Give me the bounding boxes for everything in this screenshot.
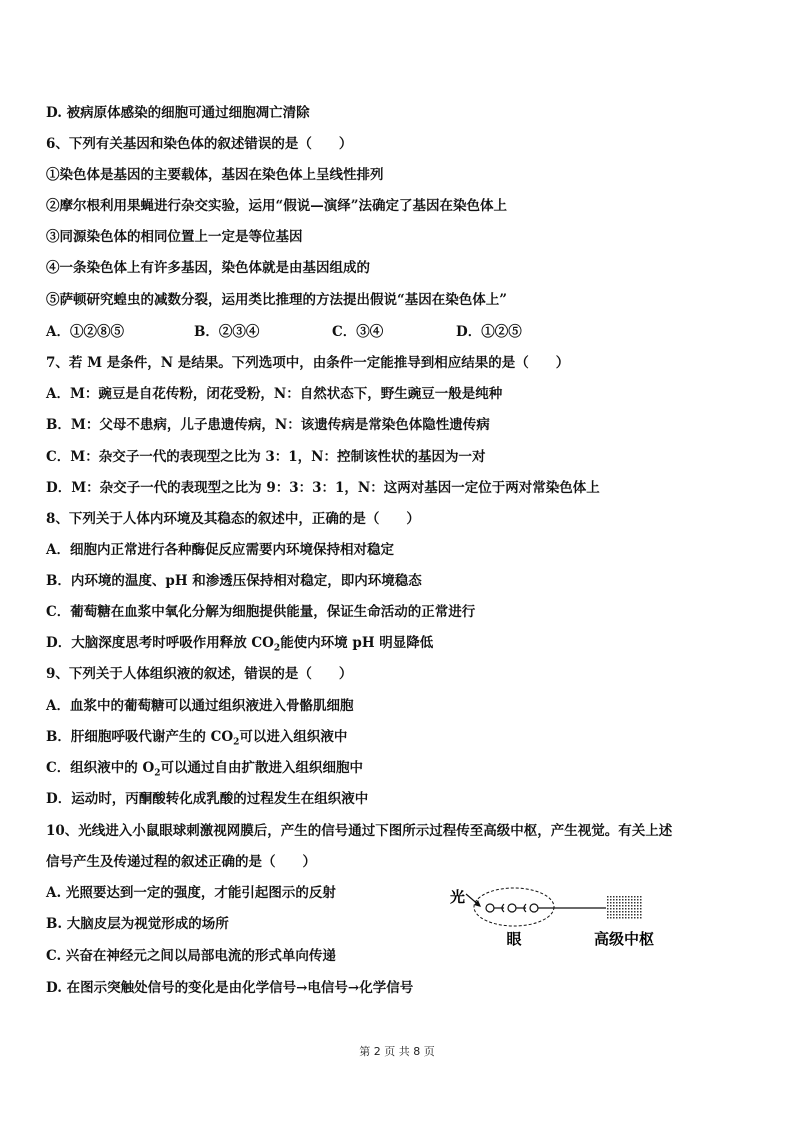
question-6-stem: 6、下列有关基因和染色体的叙述错误的是（ ） — [46, 136, 353, 152]
q7-option-d: D．M：杂交子一代的表现型之比为 9：3：3：1，N：这两对基因一定位于两对常染色体上 — [46, 480, 600, 496]
neuron-cell-2 — [508, 904, 516, 912]
q6-statement-5: ⑤萨顿研究蝗虫的减数分裂，运用类比推理的方法提出假说“基因在染色体上” — [46, 292, 508, 308]
question-10-stem: 10、光线进入小鼠眼球刺激视网膜后，产生的信号通过下图所示过程传至高级中枢，产生视觉。有关上述 — [46, 823, 673, 839]
q8d-text-pre: D．大脑深度思考时呼吸作用释放 CO — [46, 635, 274, 651]
neuron-cell-3 — [530, 904, 538, 912]
q9c-subscript: 2 — [154, 768, 161, 779]
question-8-stem: 8、下列关于人体内环境及其稳态的叙述中，正确的是（ ） — [46, 511, 420, 527]
q6-statement-2: ②摩尔根利用果蝇进行杂交实验，运用“假说—演绎”法确定了基因在染色体上 — [46, 198, 508, 214]
q10-option-b: B. 大脑皮层为视觉形成的场所 — [46, 916, 229, 932]
q6-option-c: C．③④ — [332, 324, 384, 340]
q9b-text-post: 可以进入组织液中 — [239, 729, 348, 745]
q9c-text-pre: C．组织液中的 O — [46, 760, 155, 776]
q6-option-d: D．①②⑤ — [456, 324, 522, 340]
q8d-subscript: 2 — [273, 643, 281, 654]
q7-option-c: C．M：杂交子一代的表现型之比为 3：1，N：控制该性状的基因为一对 — [46, 449, 486, 465]
q8d-text-post: 能使内环境 pH 明显降低 — [280, 635, 434, 651]
question-7-stem: 7、若 M 是条件，N 是结果。下列选项中，由条件一定能推导到相应结果的是（ ） — [46, 355, 570, 371]
q8-option-a: A．细胞内正常进行各种酶促反应需要内环境保持相对稳定 — [46, 542, 394, 558]
q6-statement-1: ①染色体是基因的主要载体，基因在染色体上呈线性排列 — [46, 167, 384, 183]
q9b-text-pre: B．肝细胞呼吸代谢产生的 CO — [46, 729, 234, 745]
neuron-cell-1 — [486, 904, 494, 912]
q9-option-c — [46, 759, 754, 777]
q8-option-c: C．葡萄糖在血浆中氧化分解为细胞提供能量，保证生命活动的正常进行 — [46, 604, 476, 620]
q6-option-a: A．①②⑧⑤ — [46, 324, 124, 340]
q8-option-b: B．内环境的温度、pH 和渗透压保持相对稳定，即内环境稳态 — [46, 573, 422, 589]
q6-statement-3: ③同源染色体的相同位置上一定是等位基因 — [46, 229, 303, 245]
q9c-text-post: 可以通过自由扩散进入组织细胞中 — [160, 760, 363, 776]
q7-option-b: B．M：父母不患病，儿子患遗传病，N：该遗传病是常染色体隐性遗传病 — [46, 417, 490, 433]
q8-option-d — [46, 634, 754, 652]
q6-option-b: B．②③④ — [194, 324, 260, 340]
q10-option-a: A. 光照要达到一定的强度，才能引起图示的反射 — [46, 885, 336, 901]
q9-option-d: D．运动时，丙酮酸转化成乳酸的过程发生在组织液中 — [46, 791, 369, 807]
q5-option-d: D. 被病原体感染的细胞可通过细胞凋亡清除 — [46, 105, 310, 121]
q10-option-c: C. 兴奋在神经元之间以局部电流的形式单向传递 — [46, 948, 336, 964]
q6-options — [46, 323, 754, 341]
q10-option-d: D. 在图示突触处信号的变化是由化学信号→电信号→化学信号 — [46, 980, 414, 996]
page-footer: 第 2 页 共 8 页 — [359, 1045, 435, 1058]
center-label: 高级中枢 — [593, 930, 655, 948]
q9-option-b — [46, 728, 754, 746]
q9b-subscript: 2 — [233, 737, 240, 748]
q7-option-a: A．M：豌豆是自花传粉，闭花受粉，N：自然状态下，野生豌豆一般是纯种 — [46, 386, 503, 402]
q9-option-a: A．血浆中的葡萄糖可以通过组织液进入骨骼肌细胞 — [46, 698, 354, 714]
question-9-stem: 9、下列关于人体组织液的叙述，错误的是（ ） — [46, 666, 353, 682]
light-label: 光 — [450, 888, 466, 906]
visual-pathway-diagram — [448, 878, 688, 958]
brain-center-block — [606, 896, 642, 920]
q6-statement-4: ④一条染色体上有许多基因，染色体就是由基因组成的 — [46, 260, 370, 276]
eye-label: 眼 — [506, 930, 522, 948]
question-10-stem-cont: 信号产生及传递过程的叙述正确的是（ ） — [46, 854, 316, 870]
